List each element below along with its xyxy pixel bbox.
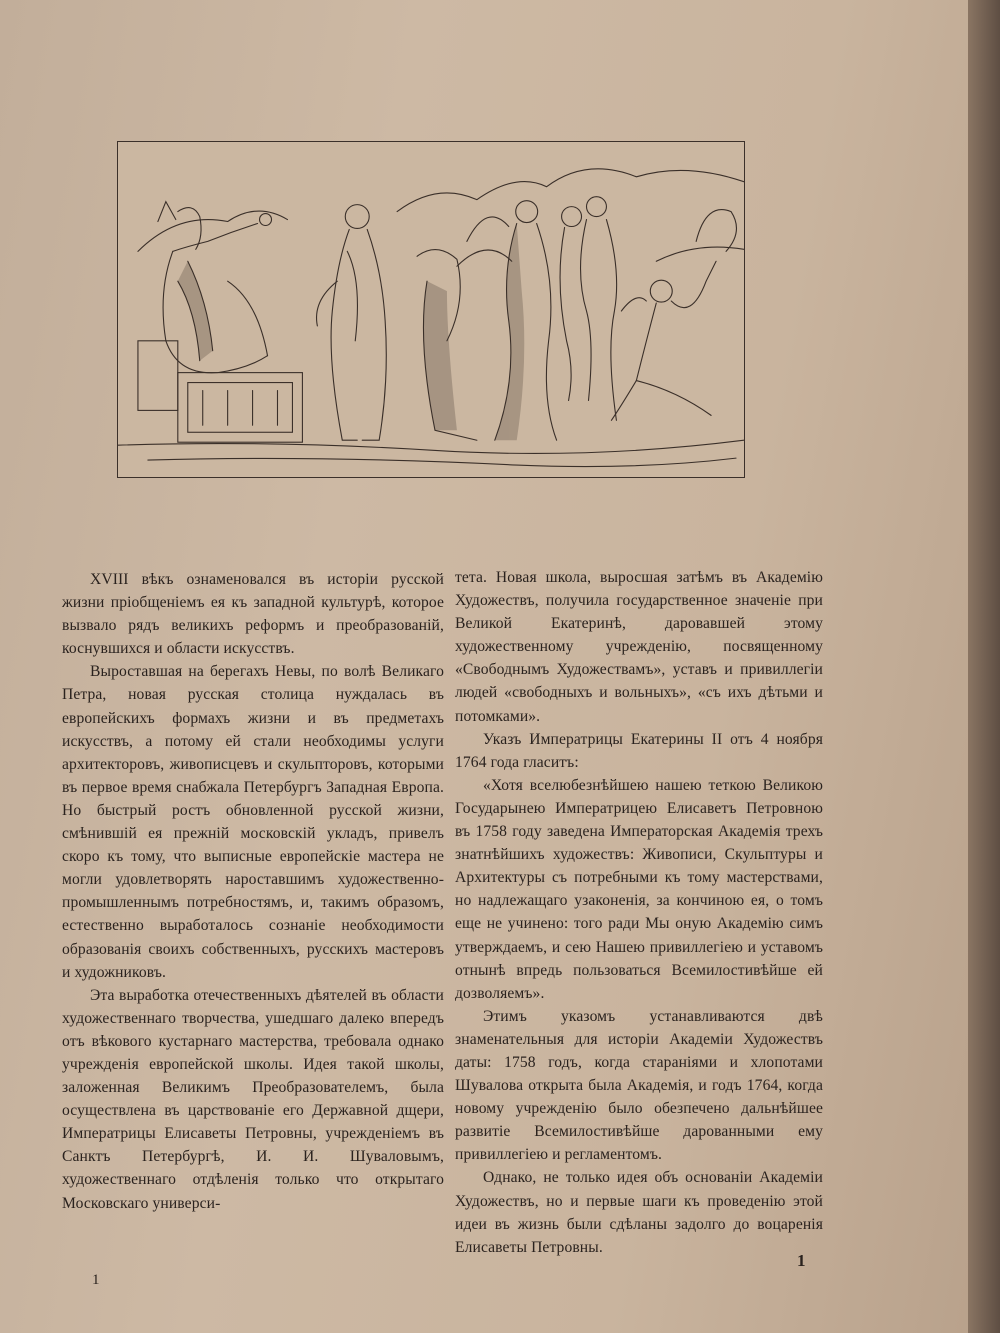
right-column — [455, 566, 823, 1259]
right-paragraph-4: Этимъ указомъ устанавливаются двѣ знаменательныя для исторіи Академіи Художествъ даты: 1758 годъ, когда стараніями и хлопотами Шувалова открыта была Академія, и годъ 1764, когда новому учрежденію было обезпечено дальнѣйшее развитіе Всемилостивѣйше дарованными ему привиллегіею и регламентомъ. — [455, 1007, 823, 1164]
right-paragraph-2: Указъ Императрицы Екатерины II отъ 4 ноября 1764 года гласитъ: — [455, 730, 823, 771]
illustration-frame — [117, 141, 745, 478]
classical-allegory-engraving-icon — [118, 142, 744, 477]
left-paragraph-2: Выроставшая на берегахъ Невы, по волѣ Великаго Петра, новая русская столица нуждалась въ европейскихъ формахъ жизни и въ предметахъ искусствъ, а потому ей стали необходимы услуги архитекторовъ, живописцевъ и скульпторовъ, которыми въ первое время снабжала Петербургъ Западная Европа. Но быстрый ростъ обновленной русской жизни, смѣнившій ея прежній московскій укладъ, привелъ скоро къ тому, что выписные европейскіе мастера не могли удовлетворять нароставшимъ художественно-промышленнымъ потребностямъ, и, такимъ образомъ, естественно выработалось сознаніе необходимости образованія своихъ собственныхъ, русскихъ мастеровъ и художниковъ. — [62, 663, 444, 981]
left-column — [62, 568, 444, 1215]
decree-quote: «Хотя вселюбезнѣйшею нашею теткою Великою Государынею Императрицею Елисаветъ Петровною въ 1758 году заведена Императорская Академія трехъ знатнѣйшихъ художествъ: Живописи, Скульптуры и Архитектуры съ потребными къ тому мастерствами, но надлежащаго узаконенія, за кончиною ея, о томъ еще не учинено: того ради Мы оную Академію симъ утверждаемъ, и сею Нашею привиллегіею и уставомъ отнынѣ впредь пользоваться Всемилостивѣйше ей дозволяемъ». — [455, 776, 823, 1002]
left-paragraph-3: Эта выработка отечественныхъ дѣятелей въ области художественнаго творчества, ушедшаго далеко впередъ отъ вѣкового кустарнаго мастерства, требовала однако учрежденія европейской школы. Идея такой школы, заложенная Великимъ Преобразователемъ, была осуществлена въ царствованіе его Державной дщери, Императрицы Елисаветы Петровны, учрежденіемъ въ Санктъ Петербургѣ, И. И. Шуваловымъ, художественнаго отдѣленія только что открытаго Московскаго универси- — [62, 986, 444, 1212]
right-paragraph-1: тета. Новая школа, выросшая затѣмъ въ Академію Художествъ, получила государственное значеніе при Великой Екатеринѣ, даровавшей этому художественному учрежденію, посвященному «Свободнымъ Художествамъ», уставъ и привиллегіи людей «свободныхъ и вольныхъ», «съ ихъ дѣтьми и потомками». — [455, 569, 823, 725]
page-number-left: 1 — [92, 1272, 100, 1288]
left-paragraph-1: XVIII вѣкъ ознаменовался въ исторіи русской жизни пріобщеніемъ ея къ западной культурѣ, которое вызвало рядъ великихъ реформъ и преобразованій, коснувшихся и области искусствъ. — [62, 571, 444, 658]
page-number-right: 1 — [797, 1251, 806, 1270]
book-edge — [968, 0, 1000, 1333]
right-paragraph-5: Однако, не только идея объ основаніи Академіи Художествъ, но и первые шаги къ проведенію этой идеи въ жизнь были сдѣланы задолго до воцаренія Елисаветы Петровны. — [455, 1169, 823, 1256]
